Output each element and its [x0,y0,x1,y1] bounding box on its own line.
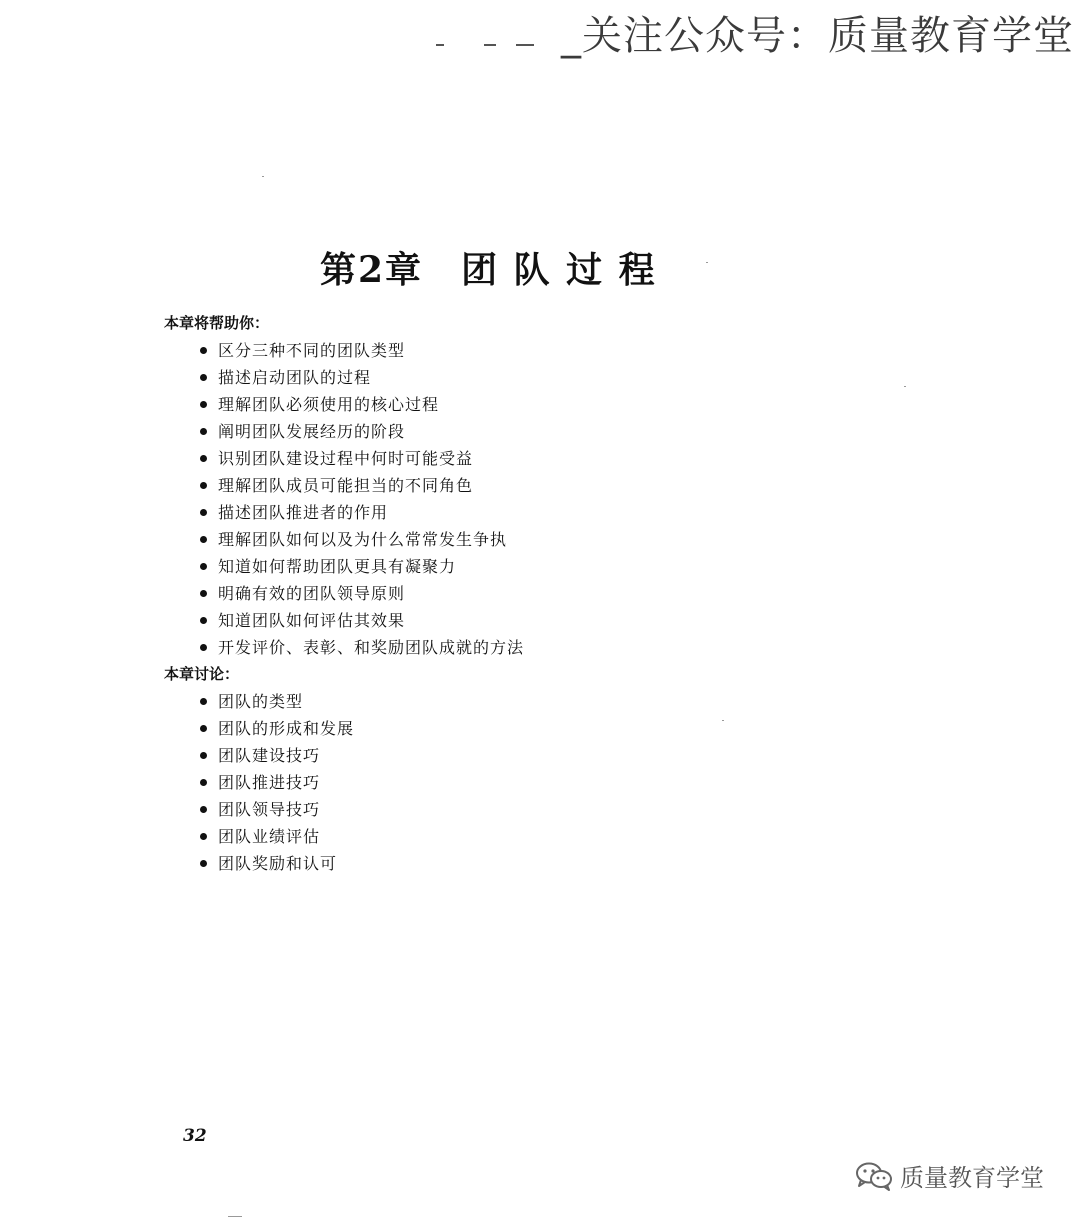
bullet-icon [200,725,207,732]
bullet-icon [200,860,207,867]
bullet-icon [200,347,207,354]
list-item: 团队领导技巧 [200,796,354,823]
list-item: 理解团队如何以及为什么常常发生争执 [200,526,524,553]
bullet-icon [200,509,207,516]
header-watermark: _关注公众号：质量教育学堂 [561,13,1074,59]
list-item: 团队的形成和发展 [200,715,354,742]
bullet-icon [200,833,207,840]
list-item: 团队建设技巧 [200,742,354,769]
chapter-name: 团 队 过 程 [461,249,657,292]
list-item: 团队业绩评估 [200,823,354,850]
bullet-icon [200,752,207,759]
bullet-icon [200,779,207,786]
bullet-icon [200,590,207,597]
bullet-icon [200,455,207,462]
scan-speck [904,386,906,387]
list-item: 团队奖励和认可 [200,850,354,877]
list-item: 区分三种不同的团队类型 [200,337,524,364]
list-item: 理解团队必须使用的核心过程 [200,391,524,418]
bullet-icon [200,698,207,705]
scan-speck [262,176,264,177]
list-item: 团队推进技巧 [200,769,354,796]
scan-speck [706,262,708,263]
discussion-heading: 本章讨论： [164,665,240,683]
discussion-section [164,661,354,877]
list-item: 团队的类型 [200,688,354,715]
page-number: 32 [183,1126,207,1146]
list-item: 知道团队如何评估其效果 [200,607,524,634]
bullet-icon [200,563,207,570]
objectives-list [164,337,524,661]
objectives-heading: 本章将帮助你： [164,314,270,332]
discussion-list [164,688,354,877]
chapter-number: 第2章 [320,249,424,292]
bullet-icon [200,428,207,435]
list-item: 明确有效的团队领导原则 [200,580,524,607]
list-item: 描述启动团队的过程 [200,364,524,391]
bullet-icon [200,401,207,408]
wechat-icon [854,1161,894,1191]
header-scan-marks [436,44,536,48]
bullet-icon [200,374,207,381]
objectives-section [164,310,524,661]
chapter-title [320,242,657,293]
list-item: 知道如何帮助团队更具有凝聚力 [200,553,524,580]
list-item: 开发评价、表彰、和奖励团队成就的方法 [200,634,524,661]
footer-watermark-text: 质量教育学堂 [900,1164,1044,1192]
scan-speck [228,1216,242,1217]
list-item: 阐明团队发展经历的阶段 [200,418,524,445]
footer-watermark [854,1158,1044,1193]
bullet-icon [200,806,207,813]
scan-speck [722,720,724,721]
bullet-icon [200,536,207,543]
list-item: 识别团队建设过程中何时可能受益 [200,445,524,472]
bullet-icon [200,617,207,624]
list-item: 理解团队成员可能担当的不同角色 [200,472,524,499]
bullet-icon [200,644,207,651]
bullet-icon [200,482,207,489]
list-item: 描述团队推进者的作用 [200,499,524,526]
